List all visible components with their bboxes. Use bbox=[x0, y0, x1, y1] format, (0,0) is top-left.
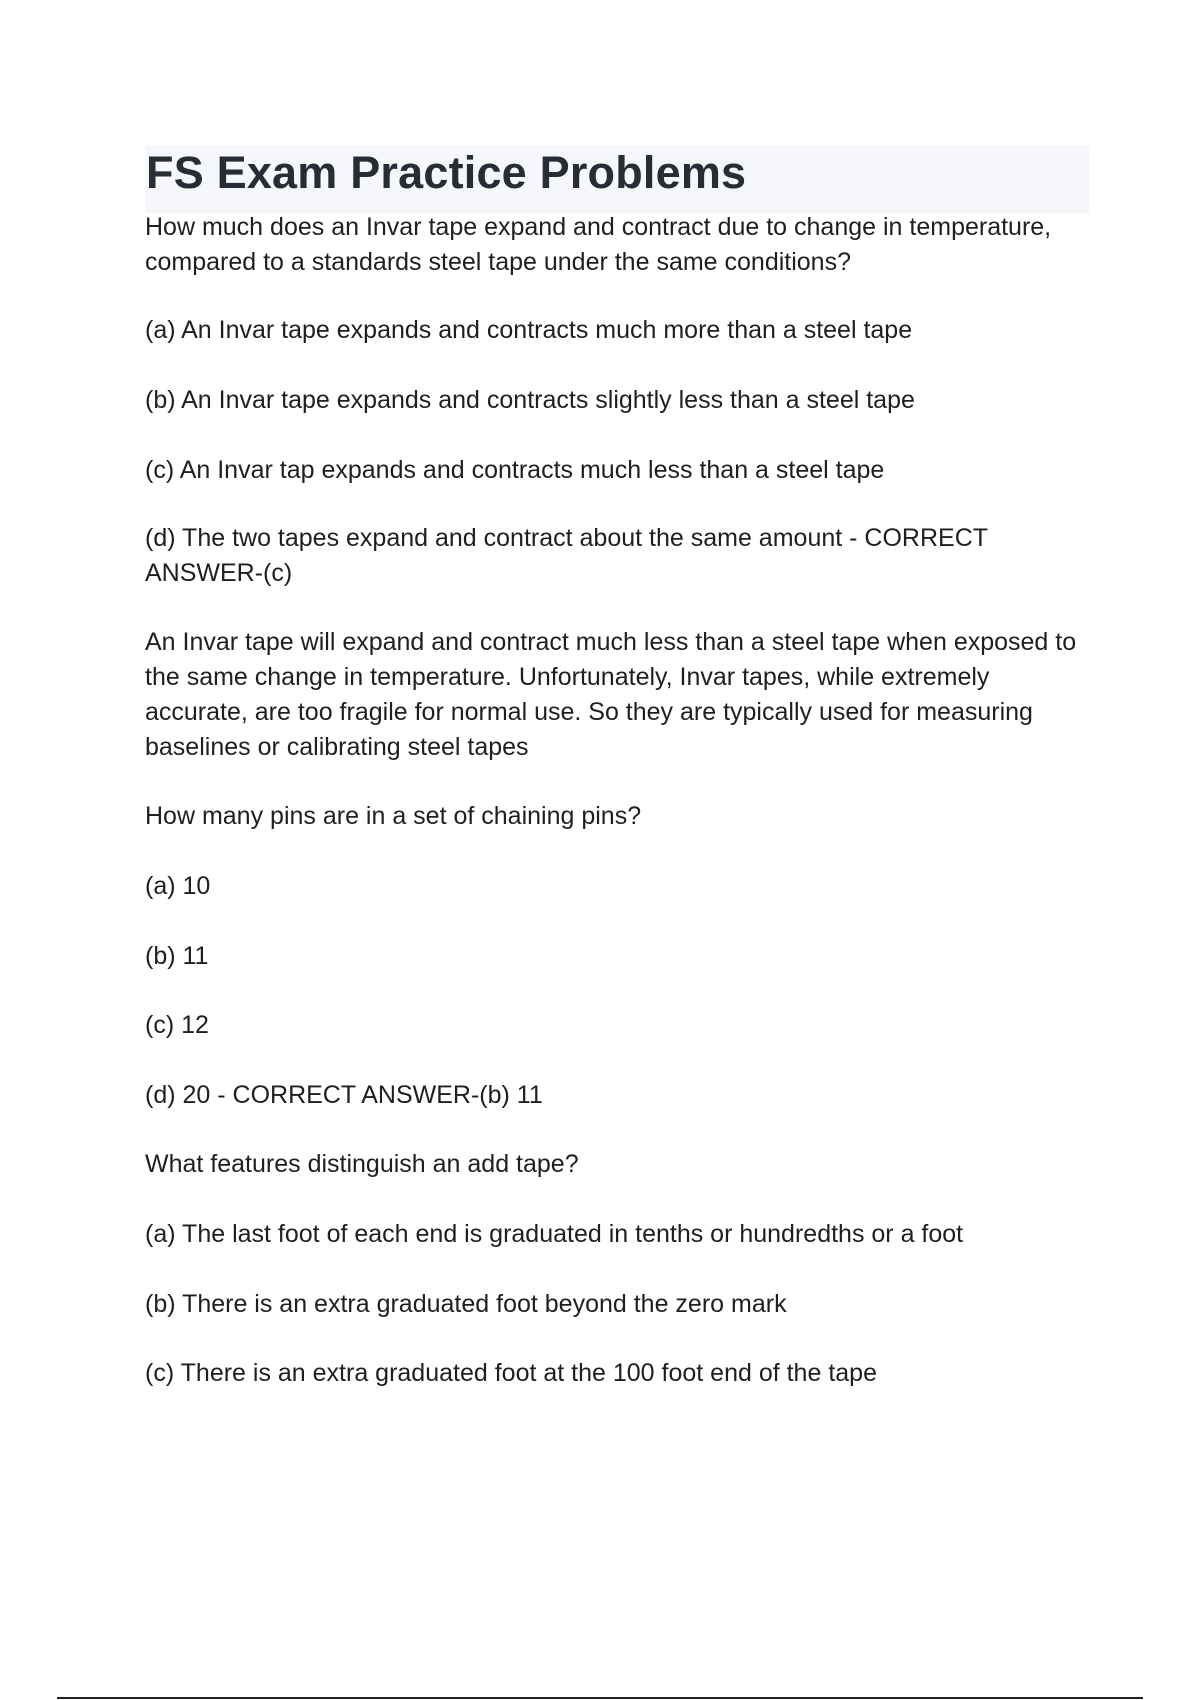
question-3-option-b: (b) There is an extra graduated foot beyond the zero mark bbox=[145, 1290, 787, 1318]
question-3-option-c: (c) There is an extra graduated foot at the 100 foot end of the tape bbox=[145, 1359, 877, 1387]
question-1-text: How much does an Invar tape expand and contract due to change in temperature, compared to a standards steel tape under the same conditions? bbox=[145, 213, 1052, 276]
question-2-option-c: (c) 12 bbox=[145, 1011, 209, 1039]
question-2-text: How many pins are in a set of chaining pins? bbox=[145, 802, 642, 830]
page-bottom-rule bbox=[57, 1697, 1143, 1699]
question-2-option-a: (a) 10 bbox=[145, 872, 211, 900]
question-1-option-b: (b) An Invar tape expands and contracts slightly less than a steel tape bbox=[145, 386, 915, 414]
question-1-explanation: An Invar tape will expand and contract much less than a steel tape when exposed to the same change in temperature. Unfortunately, Invar tapes, while extremely accurate, are too fragile for normal use. So they are typically used for measuring baselines or calibrating steel tapes bbox=[145, 628, 1077, 761]
question-3-text: What features distinguish an add tape? bbox=[145, 1150, 579, 1178]
question-1-option-d: (d) The two tapes expand and contract about the same amount - CORRECT ANSWER-(c) bbox=[145, 524, 988, 587]
question-1-option-c: (c) An Invar tap expands and contracts much less than a steel tape bbox=[145, 456, 885, 484]
question-2-option-d: (d) 20 - CORRECT ANSWER-(b) 11 bbox=[145, 1081, 543, 1109]
question-1-option-a: (a) An Invar tape expands and contracts much more than a steel tape bbox=[145, 316, 913, 344]
page-title: FS Exam Practice Problems bbox=[146, 147, 747, 198]
question-3-option-a: (a) The last foot of each end is graduated in tenths or hundredths or a foot bbox=[145, 1220, 964, 1248]
question-2-option-b: (b) 11 bbox=[145, 942, 209, 970]
